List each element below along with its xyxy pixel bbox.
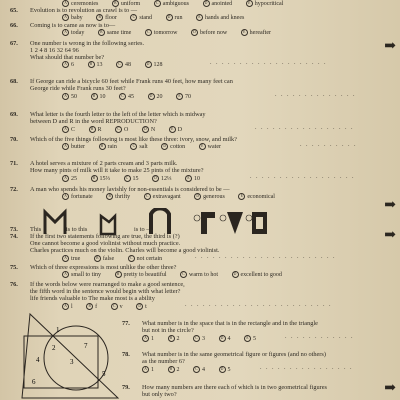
diagram-number-6: 6 [32,378,36,386]
answer-circle[interactable]: E [196,14,203,21]
answer-circle[interactable]: C [115,126,122,133]
answer-circle[interactable]: D [232,271,239,278]
answer-circle[interactable]: A [142,335,149,342]
q77-text-2: but not in the circle? [142,327,194,334]
q76-words: life friends valuable to The make most is a ability [30,295,155,302]
answer-circle[interactable]: C [193,366,200,373]
q75-options: A small to tiny B pretty to beautiful C warm to hot D excellent to good [62,271,294,278]
answer-circle[interactable]: C [130,143,137,150]
answer-circle[interactable]: E [244,335,251,342]
answer-circle[interactable]: D [161,143,168,150]
answer-circle[interactable]: C [124,175,131,182]
question-66: 66. Coming is to came as now is to— [10,22,116,29]
answer-circle[interactable]: B [168,335,175,342]
answer-circle[interactable]: B [106,193,113,200]
answer-circle[interactable]: C [193,335,200,342]
answer-circle[interactable]: E [176,93,183,100]
q73-is-to-this: is to this [66,226,88,233]
answer-circle[interactable]: B [91,93,98,100]
answer-circle[interactable]: B [94,255,101,262]
q69-text-2: between D and R in the word REPRODUCTION? [30,118,157,125]
question-77: 77. What number is in the space that is in the rectangle and in the triangle [122,320,318,327]
answer-line: . . . . . . . . . . [300,142,357,148]
figure-2 [101,216,115,234]
answer-circle[interactable]: C [111,303,118,310]
figure-3 [151,208,169,234]
q74-text-2: One cannot become a good violinist without much practice. [30,240,181,247]
answer-circle[interactable]: B [96,14,103,21]
question-75: 75. Which of three expressions is most unlike the other three? [10,264,177,271]
question-68: 68. If George can ride a bicycle 60 feet while Frank runs 40 feet, how many feet can [10,78,233,85]
answer-circle[interactable]: E [241,29,248,36]
answer-circle[interactable]: E [246,0,253,7]
answer-circle[interactable]: A [62,193,69,200]
q68-text-2: George ride while Frank runs 30 feet? [30,85,126,92]
question-74: 74. If the first two statements following are true, the third is (?) [10,233,180,240]
option[interactable]: C ambiguous [154,0,189,7]
q77-options: A 1 B 2 C 3 D 4 E 5 [142,335,268,342]
option[interactable]: B uniform [112,0,140,7]
question-70: 70. Which of the five things following is most like these three: ivory, snow, and milk? [10,136,237,143]
answer-circle[interactable]: A [62,143,69,150]
question-73: 73. This [10,226,42,233]
q67-question: What should that number be? [30,54,105,61]
answer-circle[interactable]: D [148,93,155,100]
q67-options: A 6 B 13 C 48 D 128 [62,61,175,68]
answer-circle[interactable]: A [62,93,69,100]
answer-circle[interactable]: C [119,93,126,100]
question-69: 69. What letter is the fourth letter to the left of the letter which is midway [10,111,206,118]
answer-circle[interactable]: C [128,255,135,262]
answer-line: . . . . . . . . . . . . . . [275,92,356,98]
right-arrow-icon: ➡ [384,228,396,243]
q69-options: A C B R C O D N E D [62,126,194,133]
answer-circle[interactable]: A [62,255,69,262]
diagram-number-3: 3 [70,358,74,366]
q71-text-2: How many pints of milk will it take to make 25 pints of the mixture? [30,167,204,174]
answer-circle[interactable]: B [115,271,122,278]
right-arrow-icon: ➡ [384,198,396,213]
answer-line: . . . . . . . . . . . . . . . . . [255,125,354,131]
answer-circle[interactable]: D [152,175,159,182]
option[interactable]: A ceremonies [62,0,98,7]
answer-circle[interactable]: E [185,175,192,182]
figure-option-a[interactable] [194,212,215,234]
diagram-number-1: 1 [56,326,60,334]
q65-options: A baby B floor C stand D run E hands and knees [62,14,256,21]
q70-options: A butter B rain C salt D cotton E water [62,143,233,150]
diagram-number-5: 5 [102,370,106,378]
diagram-number-2: 2 [52,344,56,352]
question-65: 65. Evolution is to revolution as crawl is to — [10,7,138,14]
diagram-number-7: 7 [84,342,88,350]
figure-option-c[interactable] [246,212,267,234]
answer-circle[interactable]: A [62,303,69,310]
figure-1 [45,212,65,234]
right-arrow-icon: ➡ [384,381,396,396]
answer-circle[interactable]: A [142,366,149,373]
q68-options: A 50 B 10 C 45 D 20 E 70 [62,93,203,100]
q79-text-2: but only two? [142,391,177,398]
answer-line: . . . . . . . . . . . . . . . . . . [250,174,355,180]
answer-circle[interactable]: B [112,0,119,7]
q76-options: A l B f C v D t [62,303,159,310]
q76-text-2: the fifth word in the sentence would begin with what letter? [30,288,181,295]
answer-circle[interactable]: E [169,126,176,133]
answer-line: . . . . . . . . . . . . . . . . [260,365,353,371]
q64-options [62,0,295,7]
answer-circle[interactable]: A [62,175,69,182]
right-arrow-icon: ➡ [384,39,396,54]
option[interactable]: D anointed [203,0,233,7]
answer-circle[interactable]: D [219,366,226,373]
question-72: 72. A man who spends his money lavishly for non-essentials is considered to be — [10,186,230,193]
answer-circle[interactable]: D [191,29,198,36]
question-79: 79. How many numbers are there each of which is in two geometrical figures [122,384,327,391]
answer-circle[interactable]: C [154,0,161,7]
answer-line: . . . . . . . . . . . . . . . . . . . . . . . . [195,254,336,260]
question-76: 76. If the words below were rearranged to make a good sentence, [10,281,185,288]
answer-circle[interactable]: C [116,61,123,68]
answer-circle[interactable]: D [142,126,149,133]
answer-line: . . . . . . . . . . . . . . . . . . . . . . . . . [185,302,332,308]
answer-circle[interactable]: C [130,14,137,21]
q78-text-2: as the number 6? [142,358,185,365]
answer-circle[interactable]: C [180,271,187,278]
answer-circle[interactable]: B [98,29,105,36]
answer-circle[interactable]: B [99,143,106,150]
answer-circle[interactable]: A [62,14,69,21]
diagram-number-4: 4 [36,356,40,364]
option[interactable]: E hypocritical [246,0,284,7]
answer-line: . . . . . . . . . . . . [285,334,354,340]
q71-options: A 25 B 15⅔ C 15 D 12⅓ E 10 [62,175,212,182]
answer-circle[interactable]: B [86,303,93,310]
answer-circle[interactable]: E [199,143,206,150]
answer-circle[interactable]: B [91,175,98,182]
q67-series: 1 2 4 8 16 32 64 96 [30,47,79,54]
answer-circle[interactable]: D [203,0,210,7]
answer-circle[interactable]: A [62,29,69,36]
answer-circle[interactable]: E [238,193,245,200]
q78-options: A 1 B 2 C 4 D 5 [142,366,243,373]
q73-is-to: is to — [134,226,153,233]
q74-text-3: Charles practices much on the violin. Charles will become a good violinist. [30,247,220,254]
answer-circle[interactable]: A [62,0,69,7]
geometry-diagram [14,312,122,400]
answer-circle[interactable]: B [88,61,95,68]
answer-circle[interactable]: D [166,14,173,21]
q74-options: A true B false C not certain [62,255,174,262]
answer-circle[interactable]: D [194,193,201,200]
answer-circle[interactable]: A [62,126,69,133]
answer-line: . . . . . . . . . . . . . . . . . . . . [210,60,327,66]
answer-circle[interactable]: B [168,366,175,373]
figure-option-b[interactable] [220,212,243,234]
answer-circle[interactable]: C [144,193,151,200]
question-71: 71. A hotel serves a mixture of 2 parts cream and 3 parts milk. [10,160,178,167]
answer-circle[interactable]: B [89,126,96,133]
q66-options: A today B same time C tomorrow D before now E hereafter [62,29,283,36]
question-78: 78. What number is in the same geometrical figure or figures (and no others) [122,351,326,358]
answer-circle[interactable]: A [62,61,69,68]
question-67: 67. One number is wrong in the following series. [10,40,145,47]
answer-circle[interactable]: C [145,29,152,36]
answer-circle[interactable]: D [219,335,226,342]
answer-circle[interactable]: A [62,271,69,278]
q72-options: A fortunate B thrifty C extravagant D generous E economical [62,193,287,200]
answer-circle[interactable]: D [136,303,143,310]
answer-circle[interactable]: D [145,61,152,68]
